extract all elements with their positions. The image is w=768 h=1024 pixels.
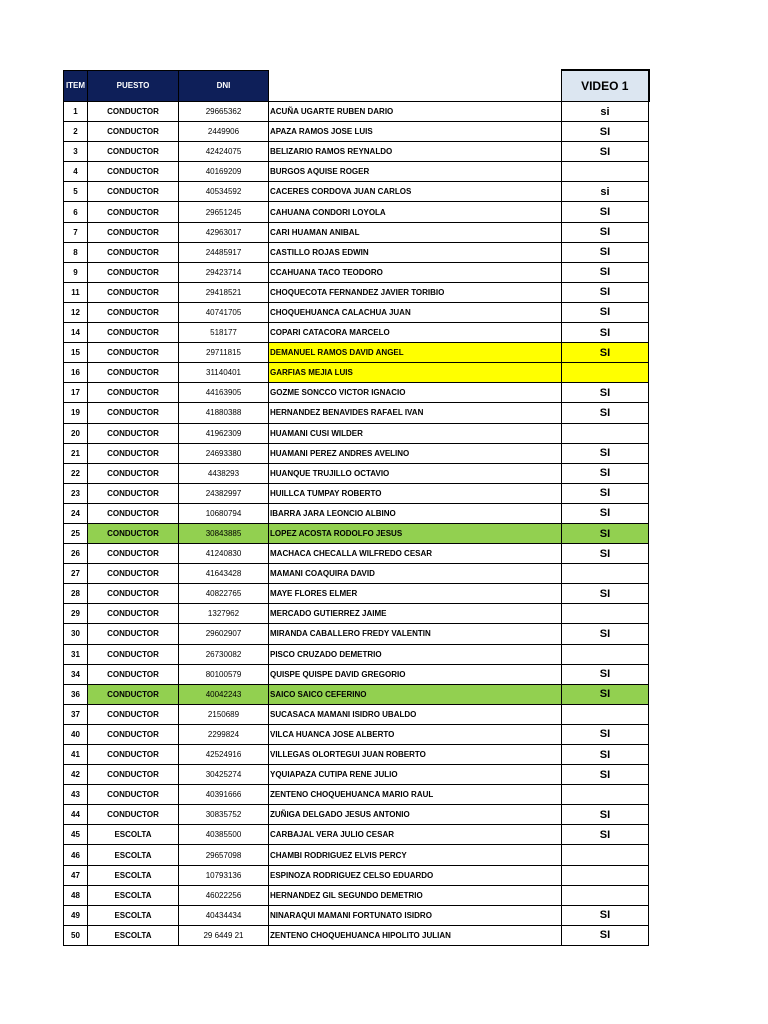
item-cell[interactable]: 2 <box>64 122 88 142</box>
item-cell[interactable]: 44 <box>64 805 88 825</box>
name-cell[interactable]: GOZME SONCCO VICTOR IGNACIO <box>269 383 562 403</box>
table-row <box>64 363 649 383</box>
name-cell[interactable]: HUANQUE TRUJILLO OCTAVIO <box>269 463 562 483</box>
dni-cell[interactable]: 40391666 <box>179 785 269 805</box>
dni-cell[interactable]: 31140401 <box>179 363 269 383</box>
item-cell[interactable]: 5 <box>64 182 88 202</box>
video-cell[interactable] <box>562 865 649 885</box>
table-row <box>64 162 649 182</box>
name-cell[interactable]: QUISPE QUISPE DAVID GREGORIO <box>269 664 562 684</box>
table-row <box>64 282 649 302</box>
puesto-cell[interactable]: CONDUCTOR <box>88 503 179 523</box>
puesto-cell[interactable]: CONDUCTOR <box>88 202 179 222</box>
table-row <box>64 584 649 604</box>
item-cell[interactable]: 14 <box>64 323 88 343</box>
puesto-cell[interactable]: CONDUCTOR <box>88 745 179 765</box>
dni-cell[interactable]: 30843885 <box>179 523 269 543</box>
header-name[interactable] <box>269 70 562 102</box>
item-cell[interactable]: 20 <box>64 423 88 443</box>
video-cell[interactable]: SI <box>562 282 649 302</box>
dni-cell[interactable]: 40042243 <box>179 684 269 704</box>
table-row <box>64 102 649 122</box>
dni-cell[interactable]: 44163905 <box>179 383 269 403</box>
item-cell[interactable]: 43 <box>64 785 88 805</box>
item-cell[interactable]: 47 <box>64 865 88 885</box>
table-row <box>64 403 649 423</box>
puesto-cell[interactable]: CONDUCTOR <box>88 343 179 363</box>
video-cell[interactable]: si <box>562 182 649 202</box>
dni-cell[interactable]: 42424075 <box>179 142 269 162</box>
name-cell[interactable]: CASTILLO ROJAS EDWIN <box>269 242 562 262</box>
table-row <box>64 262 649 282</box>
video-cell[interactable]: si <box>562 102 649 122</box>
item-cell[interactable]: 50 <box>64 925 88 945</box>
puesto-cell[interactable]: CONDUCTOR <box>88 142 179 162</box>
name-cell[interactable]: HERNANDEZ GIL SEGUNDO DEMETRIO <box>269 885 562 905</box>
dni-cell[interactable]: 26730082 <box>179 644 269 664</box>
table-row <box>64 122 649 142</box>
name-cell[interactable]: CACERES CORDOVA JUAN CARLOS <box>269 182 562 202</box>
table-row <box>64 503 649 523</box>
dni-cell[interactable]: 29711815 <box>179 343 269 363</box>
name-cell[interactable]: VILLEGAS OLORTEGUI JUAN ROBERTO <box>269 745 562 765</box>
item-cell[interactable]: 8 <box>64 242 88 262</box>
dni-cell[interactable]: 80100579 <box>179 664 269 684</box>
item-cell[interactable]: 26 <box>64 544 88 564</box>
video-cell[interactable] <box>562 564 649 584</box>
video-cell[interactable] <box>562 845 649 865</box>
dni-cell[interactable]: 24693380 <box>179 443 269 463</box>
video-cell[interactable]: SI <box>562 825 649 845</box>
table-row <box>64 182 649 202</box>
dni-cell[interactable]: 518177 <box>179 323 269 343</box>
dni-cell[interactable]: 42963017 <box>179 222 269 242</box>
puesto-cell[interactable]: CONDUCTOR <box>88 704 179 724</box>
name-cell[interactable]: HUILLCA TUMPAY ROBERTO <box>269 483 562 503</box>
puesto-cell[interactable]: ESCOLTA <box>88 925 179 945</box>
name-cell[interactable]: HERNANDEZ BENAVIDES RAFAEL IVAN <box>269 403 562 423</box>
name-cell[interactable]: MIRANDA CABALLERO FREDY VALENTIN <box>269 624 562 644</box>
video-cell[interactable] <box>562 704 649 724</box>
puesto-cell[interactable]: ESCOLTA <box>88 845 179 865</box>
dni-cell[interactable]: 41880388 <box>179 403 269 423</box>
item-cell[interactable]: 7 <box>64 222 88 242</box>
table-row <box>64 202 649 222</box>
item-cell[interactable]: 17 <box>64 383 88 403</box>
video-cell[interactable]: SI <box>562 724 649 744</box>
name-cell[interactable]: HUAMANI PEREZ ANDRES AVELINO <box>269 443 562 463</box>
puesto-cell[interactable]: CONDUCTOR <box>88 102 179 122</box>
item-cell[interactable]: 24 <box>64 503 88 523</box>
video-cell[interactable]: SI <box>562 584 649 604</box>
table-row <box>64 242 649 262</box>
table-row <box>64 302 649 322</box>
dni-cell[interactable]: 29651245 <box>179 202 269 222</box>
table-row <box>64 905 649 925</box>
item-cell[interactable]: 34 <box>64 664 88 684</box>
puesto-cell[interactable]: CONDUCTOR <box>88 604 179 624</box>
puesto-cell[interactable]: CONDUCTOR <box>88 584 179 604</box>
name-cell[interactable]: APAZA RAMOS JOSE LUIS <box>269 122 562 142</box>
item-cell[interactable]: 25 <box>64 523 88 543</box>
video-cell[interactable]: SI <box>562 262 649 282</box>
table-row <box>64 624 649 644</box>
dni-cell[interactable]: 29665362 <box>179 102 269 122</box>
name-cell[interactable]: CHOQUECOTA FERNANDEZ JAVIER TORIBIO <box>269 282 562 302</box>
name-cell[interactable]: PISCO CRUZADO DEMETRIO <box>269 644 562 664</box>
dni-cell[interactable]: 10680794 <box>179 503 269 523</box>
video-cell[interactable] <box>562 644 649 664</box>
dni-cell[interactable]: 2449906 <box>179 122 269 142</box>
puesto-cell[interactable]: ESCOLTA <box>88 865 179 885</box>
dni-cell[interactable]: 10793136 <box>179 865 269 885</box>
puesto-cell[interactable]: ESCOLTA <box>88 905 179 925</box>
name-cell[interactable]: ZENTENO CHOQUEHUANCA HIPOLITO JULIAN <box>269 925 562 945</box>
dni-cell[interactable]: 40822765 <box>179 584 269 604</box>
item-cell[interactable]: 46 <box>64 845 88 865</box>
dni-cell[interactable]: 29657098 <box>179 845 269 865</box>
name-cell[interactable]: MERCADO GUTIERREZ JAIME <box>269 604 562 624</box>
dni-cell[interactable]: 29423714 <box>179 262 269 282</box>
video-cell[interactable]: SI <box>562 684 649 704</box>
dni-cell[interactable]: 30835752 <box>179 805 269 825</box>
puesto-cell[interactable]: CONDUCTOR <box>88 242 179 262</box>
dni-cell[interactable]: 29 6449 21 <box>179 925 269 945</box>
name-cell[interactable]: MAMANI COAQUIRA DAVID <box>269 564 562 584</box>
header-row <box>64 70 649 102</box>
name-cell[interactable]: NINARAQUI MAMANI FORTUNATO ISIDRO <box>269 905 562 925</box>
puesto-cell[interactable]: CONDUCTOR <box>88 443 179 463</box>
name-cell[interactable]: CARBAJAL VERA JULIO CESAR <box>269 825 562 845</box>
video-cell[interactable]: SI <box>562 805 649 825</box>
video-cell[interactable]: SI <box>562 925 649 945</box>
video-cell[interactable]: SI <box>562 202 649 222</box>
table-row <box>64 825 649 845</box>
puesto-cell[interactable]: CONDUCTOR <box>88 483 179 503</box>
dni-cell[interactable]: 24485917 <box>179 242 269 262</box>
item-cell[interactable]: 49 <box>64 905 88 925</box>
item-cell[interactable]: 21 <box>64 443 88 463</box>
puesto-cell[interactable]: CONDUCTOR <box>88 383 179 403</box>
name-cell[interactable]: CCAHUANA TACO TEODORO <box>269 262 562 282</box>
puesto-cell[interactable]: CONDUCTOR <box>88 363 179 383</box>
dni-cell[interactable]: 40385500 <box>179 825 269 845</box>
dni-cell[interactable]: 29418521 <box>179 282 269 302</box>
table-row <box>64 724 649 744</box>
item-cell[interactable]: 11 <box>64 282 88 302</box>
name-cell[interactable]: ZUÑIGA DELGADO JESUS ANTONIO <box>269 805 562 825</box>
name-cell[interactable]: IBARRA JARA LEONCIO ALBINO <box>269 503 562 523</box>
header-video[interactable]: VIDEO 1 <box>562 70 649 102</box>
dni-cell[interactable]: 40169209 <box>179 162 269 182</box>
name-cell[interactable]: ACUÑA UGARTE RUBEN DARIO <box>269 102 562 122</box>
header-dni[interactable]: DNI <box>179 70 269 102</box>
dni-cell[interactable]: 40534592 <box>179 182 269 202</box>
item-cell[interactable]: 4 <box>64 162 88 182</box>
puesto-cell[interactable]: CONDUCTOR <box>88 523 179 543</box>
video-cell[interactable] <box>562 423 649 443</box>
puesto-cell[interactable]: CONDUCTOR <box>88 785 179 805</box>
video-cell[interactable]: SI <box>562 765 649 785</box>
dni-cell[interactable]: 2150689 <box>179 704 269 724</box>
item-cell[interactable]: 29 <box>64 604 88 624</box>
item-cell[interactable]: 40 <box>64 724 88 744</box>
video-cell[interactable]: SI <box>562 905 649 925</box>
dni-cell[interactable]: 42524916 <box>179 745 269 765</box>
puesto-cell[interactable]: CONDUCTOR <box>88 805 179 825</box>
name-cell[interactable]: CARI HUAMAN ANIBAL <box>269 222 562 242</box>
puesto-cell[interactable]: CONDUCTOR <box>88 644 179 664</box>
name-cell[interactable]: DEMANUEL RAMOS DAVID ANGEL <box>269 343 562 363</box>
dni-cell[interactable]: 46022256 <box>179 885 269 905</box>
table-row <box>64 544 649 564</box>
table-row <box>64 443 649 463</box>
puesto-cell[interactable]: CONDUCTOR <box>88 222 179 242</box>
table-row <box>64 423 649 443</box>
dni-cell[interactable]: 40741705 <box>179 302 269 322</box>
item-cell[interactable]: 28 <box>64 584 88 604</box>
header-item[interactable]: ITEM <box>64 70 88 102</box>
table-row <box>64 483 649 503</box>
item-cell[interactable]: 45 <box>64 825 88 845</box>
item-cell[interactable]: 9 <box>64 262 88 282</box>
puesto-cell[interactable]: ESCOLTA <box>88 825 179 845</box>
name-cell[interactable]: CHOQUEHUANCA CALACHUA JUAN <box>269 302 562 322</box>
dni-cell[interactable]: 4438293 <box>179 463 269 483</box>
video-cell[interactable]: SI <box>562 483 649 503</box>
video-cell[interactable]: SI <box>562 122 649 142</box>
dni-cell[interactable]: 2299824 <box>179 724 269 744</box>
item-cell[interactable]: 16 <box>64 363 88 383</box>
video-cell[interactable]: SI <box>562 463 649 483</box>
video-cell[interactable] <box>562 785 649 805</box>
item-cell[interactable]: 36 <box>64 684 88 704</box>
puesto-cell[interactable]: CONDUCTOR <box>88 624 179 644</box>
puesto-cell[interactable]: CONDUCTOR <box>88 323 179 343</box>
table-row <box>64 785 649 805</box>
video-cell[interactable]: SI <box>562 383 649 403</box>
name-cell[interactable]: SAICO SAICO CEFERINO <box>269 684 562 704</box>
dni-cell[interactable]: 41240830 <box>179 544 269 564</box>
puesto-cell[interactable]: CONDUCTOR <box>88 544 179 564</box>
name-cell[interactable]: VILCA HUANCA JOSE ALBERTO <box>269 724 562 744</box>
table-row <box>64 383 649 403</box>
video-cell[interactable]: SI <box>562 544 649 564</box>
item-cell[interactable]: 1 <box>64 102 88 122</box>
dni-cell[interactable]: 24382997 <box>179 483 269 503</box>
item-cell[interactable]: 19 <box>64 403 88 423</box>
puesto-cell[interactable]: CONDUCTOR <box>88 302 179 322</box>
dni-cell[interactable]: 1327962 <box>179 604 269 624</box>
header-puesto[interactable]: PUESTO <box>88 70 179 102</box>
puesto-cell[interactable]: CONDUCTOR <box>88 423 179 443</box>
video-cell[interactable]: SI <box>562 242 649 262</box>
name-cell[interactable]: SUCASACA MAMANI ISIDRO UBALDO <box>269 704 562 724</box>
puesto-cell[interactable]: CONDUCTOR <box>88 182 179 202</box>
video-cell[interactable]: SI <box>562 222 649 242</box>
name-cell[interactable]: HUAMANI CUSI WILDER <box>269 423 562 443</box>
video-cell[interactable]: SI <box>562 343 649 363</box>
video-cell[interactable] <box>562 363 649 383</box>
puesto-cell[interactable]: ESCOLTA <box>88 885 179 905</box>
puesto-cell[interactable]: CONDUCTOR <box>88 684 179 704</box>
video-cell[interactable] <box>562 885 649 905</box>
table-row <box>64 885 649 905</box>
table-row <box>64 745 649 765</box>
dni-cell[interactable]: 41962309 <box>179 423 269 443</box>
name-cell[interactable]: GARFIAS MEJIA LUIS <box>269 363 562 383</box>
video-cell[interactable] <box>562 604 649 624</box>
table-row <box>64 463 649 483</box>
item-cell[interactable]: 15 <box>64 343 88 363</box>
table-row <box>64 564 649 584</box>
table-body <box>64 102 649 946</box>
item-cell[interactable]: 27 <box>64 564 88 584</box>
item-cell[interactable]: 48 <box>64 885 88 905</box>
table-row <box>64 343 649 363</box>
puesto-cell[interactable]: CONDUCTOR <box>88 664 179 684</box>
dni-cell[interactable]: 40434434 <box>179 905 269 925</box>
name-cell[interactable]: CHAMBI RODRIGUEZ ELVIS PERCY <box>269 845 562 865</box>
item-cell[interactable]: 41 <box>64 745 88 765</box>
puesto-cell[interactable]: CONDUCTOR <box>88 724 179 744</box>
item-cell[interactable]: 12 <box>64 302 88 322</box>
video-cell[interactable]: SI <box>562 302 649 322</box>
puesto-cell[interactable]: CONDUCTOR <box>88 765 179 785</box>
table-row <box>64 865 649 885</box>
personnel-table <box>63 69 650 946</box>
video-cell[interactable]: SI <box>562 142 649 162</box>
item-cell[interactable]: 37 <box>64 704 88 724</box>
table-row <box>64 604 649 624</box>
puesto-cell[interactable]: CONDUCTOR <box>88 262 179 282</box>
table-row <box>64 142 649 162</box>
table-row <box>64 805 649 825</box>
item-cell[interactable]: 42 <box>64 765 88 785</box>
puesto-cell[interactable]: CONDUCTOR <box>88 564 179 584</box>
table-row <box>64 523 649 543</box>
video-cell[interactable]: SI <box>562 664 649 684</box>
item-cell[interactable]: 31 <box>64 644 88 664</box>
name-cell[interactable]: ZENTENO CHOQUEHUANCA MARIO RAUL <box>269 785 562 805</box>
name-cell[interactable]: BELIZARIO RAMOS REYNALDO <box>269 142 562 162</box>
name-cell[interactable]: CAHUANA CONDORI LOYOLA <box>269 202 562 222</box>
video-cell[interactable]: SI <box>562 403 649 423</box>
name-cell[interactable]: MAYE FLORES ELMER <box>269 584 562 604</box>
dni-cell[interactable]: 29602907 <box>179 624 269 644</box>
name-cell[interactable]: LOPEZ ACOSTA RODOLFO JESUS <box>269 523 562 543</box>
puesto-cell[interactable]: CONDUCTOR <box>88 403 179 423</box>
item-cell[interactable]: 3 <box>64 142 88 162</box>
video-cell[interactable]: SI <box>562 523 649 543</box>
video-cell[interactable]: SI <box>562 503 649 523</box>
dni-cell[interactable]: 30425274 <box>179 765 269 785</box>
item-cell[interactable]: 6 <box>64 202 88 222</box>
puesto-cell[interactable]: CONDUCTOR <box>88 463 179 483</box>
video-cell[interactable]: SI <box>562 323 649 343</box>
puesto-cell[interactable]: CONDUCTOR <box>88 122 179 142</box>
name-cell[interactable]: MACHACA CHECALLA WILFREDO CESAR <box>269 544 562 564</box>
table-row <box>64 925 649 945</box>
item-cell[interactable]: 22 <box>64 463 88 483</box>
name-cell[interactable]: BURGOS AQUISE ROGER <box>269 162 562 182</box>
puesto-cell[interactable]: CONDUCTOR <box>88 282 179 302</box>
name-cell[interactable]: COPARI CATACORA MARCELO <box>269 323 562 343</box>
table-row <box>64 664 649 684</box>
video-cell[interactable]: SI <box>562 443 649 463</box>
table-row <box>64 222 649 242</box>
table-row <box>64 323 649 343</box>
table-row <box>64 644 649 664</box>
item-cell[interactable]: 30 <box>64 624 88 644</box>
table-row <box>64 845 649 865</box>
table-row <box>64 765 649 785</box>
item-cell[interactable]: 23 <box>64 483 88 503</box>
table-row <box>64 704 649 724</box>
video-cell[interactable] <box>562 162 649 182</box>
video-cell[interactable]: SI <box>562 624 649 644</box>
puesto-cell[interactable]: CONDUCTOR <box>88 162 179 182</box>
table-row <box>64 684 649 704</box>
name-cell[interactable]: YQUIAPAZA CUTIPA RENE JULIO <box>269 765 562 785</box>
dni-cell[interactable]: 41643428 <box>179 564 269 584</box>
name-cell[interactable]: ESPINOZA RODRIGUEZ CELSO EDUARDO <box>269 865 562 885</box>
video-cell[interactable]: SI <box>562 745 649 765</box>
